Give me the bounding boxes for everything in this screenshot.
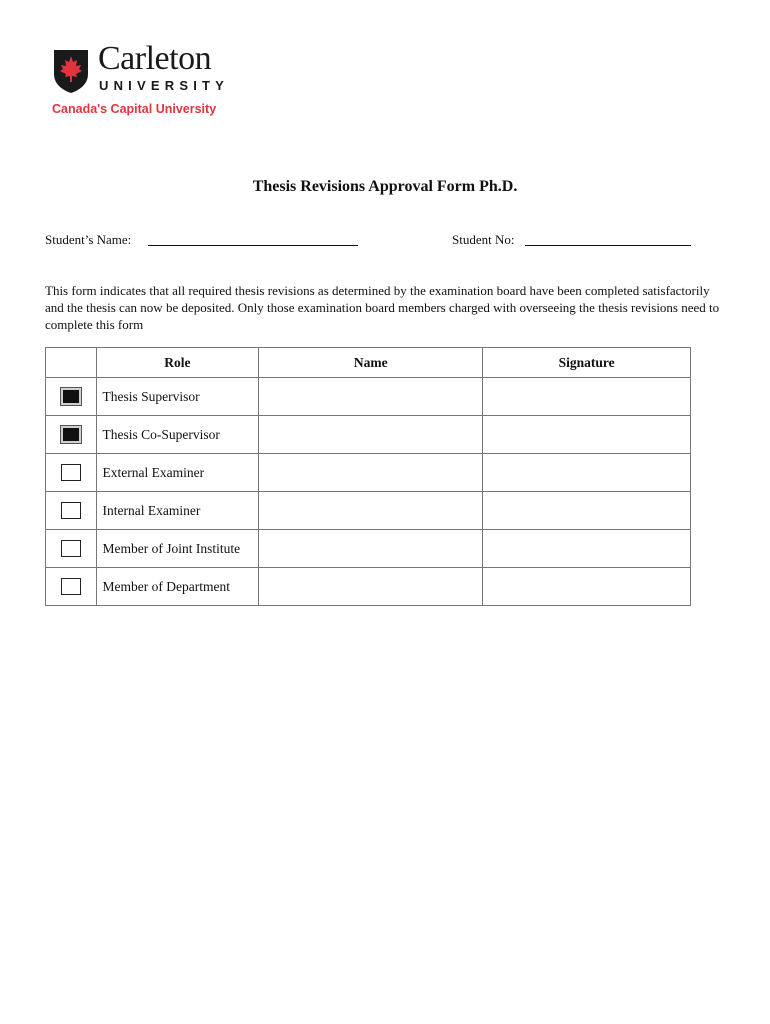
signature-cell[interactable] xyxy=(483,492,691,530)
name-column-header: Name xyxy=(259,348,483,378)
form-title: Thesis Revisions Approval Form Ph.D. xyxy=(252,178,518,195)
signature-cell[interactable] xyxy=(483,454,691,492)
signature-column-header: Signature xyxy=(483,348,691,378)
role-cell: Member of Department xyxy=(96,568,259,606)
name-cell[interactable] xyxy=(259,530,483,568)
signature-cell[interactable] xyxy=(483,378,691,416)
name-cell[interactable] xyxy=(259,416,483,454)
name-cell[interactable] xyxy=(259,568,483,606)
table-row xyxy=(46,492,691,530)
role-cell: Thesis Co-Supervisor xyxy=(96,416,259,454)
logo-university: UNIVERSITY xyxy=(99,78,230,93)
table-row xyxy=(46,454,691,492)
role-column-header: Role xyxy=(96,348,259,378)
checkbox-column-header xyxy=(46,348,97,378)
maple-leaf-shield-icon xyxy=(52,48,90,94)
name-cell[interactable] xyxy=(259,378,483,416)
role-cell: External Examiner xyxy=(96,454,259,492)
member-of-department-checkbox[interactable] xyxy=(61,578,81,595)
approval-table xyxy=(45,347,691,606)
student-name-field[interactable] xyxy=(148,245,358,246)
logo-name: Carleton xyxy=(98,40,212,77)
internal-examiner-checkbox[interactable] xyxy=(61,502,81,519)
logo-tagline: Canada's Capital University xyxy=(52,102,217,116)
table-row xyxy=(46,568,691,606)
student-no-label: Student No: xyxy=(452,232,515,247)
carleton-logo xyxy=(52,40,252,120)
table-header-row xyxy=(46,348,691,378)
table-row xyxy=(46,378,691,416)
thesis-supervisor-checkbox[interactable] xyxy=(61,388,81,405)
name-cell[interactable] xyxy=(259,492,483,530)
role-cell: Member of Joint Institute xyxy=(96,530,259,568)
signature-cell[interactable] xyxy=(483,568,691,606)
table-row xyxy=(46,416,691,454)
name-cell[interactable] xyxy=(259,454,483,492)
intro-paragraph: This form indicates that all required thesis revisions as determined by the examination board have been completed satisfactorily and the thesis can now be deposited. Only those examination board members charged with overseeing the thesis revisions need to complete this form xyxy=(45,283,720,332)
student-no-field[interactable] xyxy=(525,245,691,246)
joint-institute-checkbox[interactable] xyxy=(61,540,81,557)
table-row xyxy=(46,530,691,568)
external-examiner-checkbox[interactable] xyxy=(61,464,81,481)
signature-cell[interactable] xyxy=(483,416,691,454)
student-name-label: Student’s Name: xyxy=(45,232,132,247)
signature-cell[interactable] xyxy=(483,530,691,568)
thesis-co-supervisor-checkbox[interactable] xyxy=(61,426,81,443)
role-cell: Thesis Supervisor xyxy=(96,378,259,416)
role-cell: Internal Examiner xyxy=(96,492,259,530)
